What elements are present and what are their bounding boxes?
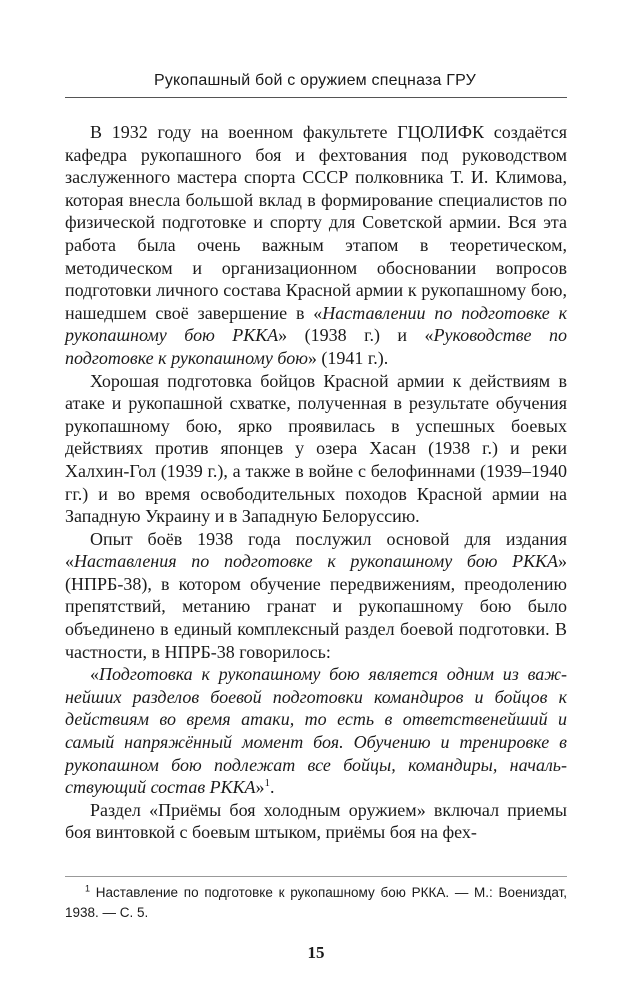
paragraph-1-title-a: Наставлении по подготовке к рукопашному бою РККА — [65, 302, 567, 346]
paragraph-3-text-b: » (НПРБ-38), в котором обучение передвижениям, преодолению препятствий, метанию гранат и рукопашному бою было объединено в единый комплексный раздел боевой подготовки. В частности, в НПРБ-38 говорилось: — [65, 551, 567, 662]
paragraph-3-title: Наставления по подготовке к рукопашному бою РККА — [74, 551, 558, 572]
paragraph-1-text-a: В 1932 году на военном факультете ГЦОЛИФК создаётся кафедра рукопашного боя и фехтования под руководством заслуженного мастера спорта СССР полковника Т. И. Климова, которая внесла большой вклад в формирование специалистов по физической подготовке и спорту для Советской армии. Вся эта работа была очень важным этапом в теоретическом, методическом и организационном обосновании вопросов подготовки личного состава Красной армии к рукопашному бою, нашедшем своё завершение в « — [65, 122, 567, 323]
paragraph-3 — [65, 528, 567, 664]
paragraph-2: Хорошая подготовка бойцов Красной армии к действиям в атаке и рукопашной схватке, полученная в результате обучения рукопашному бою, ярко проявилась в успешных боевых действиях против японцев у озера Хасан (1938 г.) и реки Халхин-Гол (1939 г.), а также в войне с белофиннами (1939–1940 гг.) и во время освободительных походов Красной армии на Западную Украину и в Западную Белоруссию. — [65, 370, 567, 527]
footnote — [65, 883, 567, 923]
paragraph-4: Раздел «Приёмы боя холодным оружием» включал приемы боя винтовкой с боевым штыком, приёмы боя на фех- — [65, 799, 567, 843]
quote-close-mark: » — [255, 777, 265, 798]
running-header: Рукопашный бой с оружием спецназа ГРУ — [153, 72, 477, 89]
body-text — [65, 121, 567, 844]
header-rule — [65, 97, 567, 98]
paragraph-1 — [65, 121, 567, 370]
paragraph-1-text-c: » (1941 г.). — [307, 347, 389, 368]
paragraph-1-text-b: » (1938 г.) и « — [278, 325, 434, 346]
paragraph-1-title-b: Руководстве по подготовке к рукопашному бою — [65, 325, 567, 368]
footnote-reference[interactable]: 1 — [264, 777, 271, 790]
footnote-text: Наставление по подготовке к рукопашному бою РККА. — М.: Воениздат, 1938. — С. 5. — [65, 885, 567, 920]
page-number: 15 — [307, 943, 325, 962]
footnote-rule — [65, 876, 567, 877]
paragraph-3-text-a: Опыт боёв 1938 года послужил основой для издания « — [65, 528, 567, 572]
footnote-marker: 1 — [85, 883, 91, 894]
block-quote: «Подготовка к рукопашному бою является одним из важнейших разделов боевой подготовки командиров и бойцов к действиям во время атаки, то есть в ответственейший и самый напряжённый момент боя. Обучению и тренировке в рукопашном бою подлежат все бойцы, командиры, начальствующий состав РККА»$^1$. — [65, 664, 567, 798]
quote-open-mark: « — [90, 664, 99, 685]
quote-text: Подготовка к рукопашному бою является одним из важнейших разделов боевой подготовки командиров и бойцов к действиям во время атаки, то есть в ответственейший и самый напряжённый момент боя. Обучению и тренировке в рукопашном бою подлежат все бойцы, командиры, начальствующий состав РККА — [65, 664, 567, 798]
